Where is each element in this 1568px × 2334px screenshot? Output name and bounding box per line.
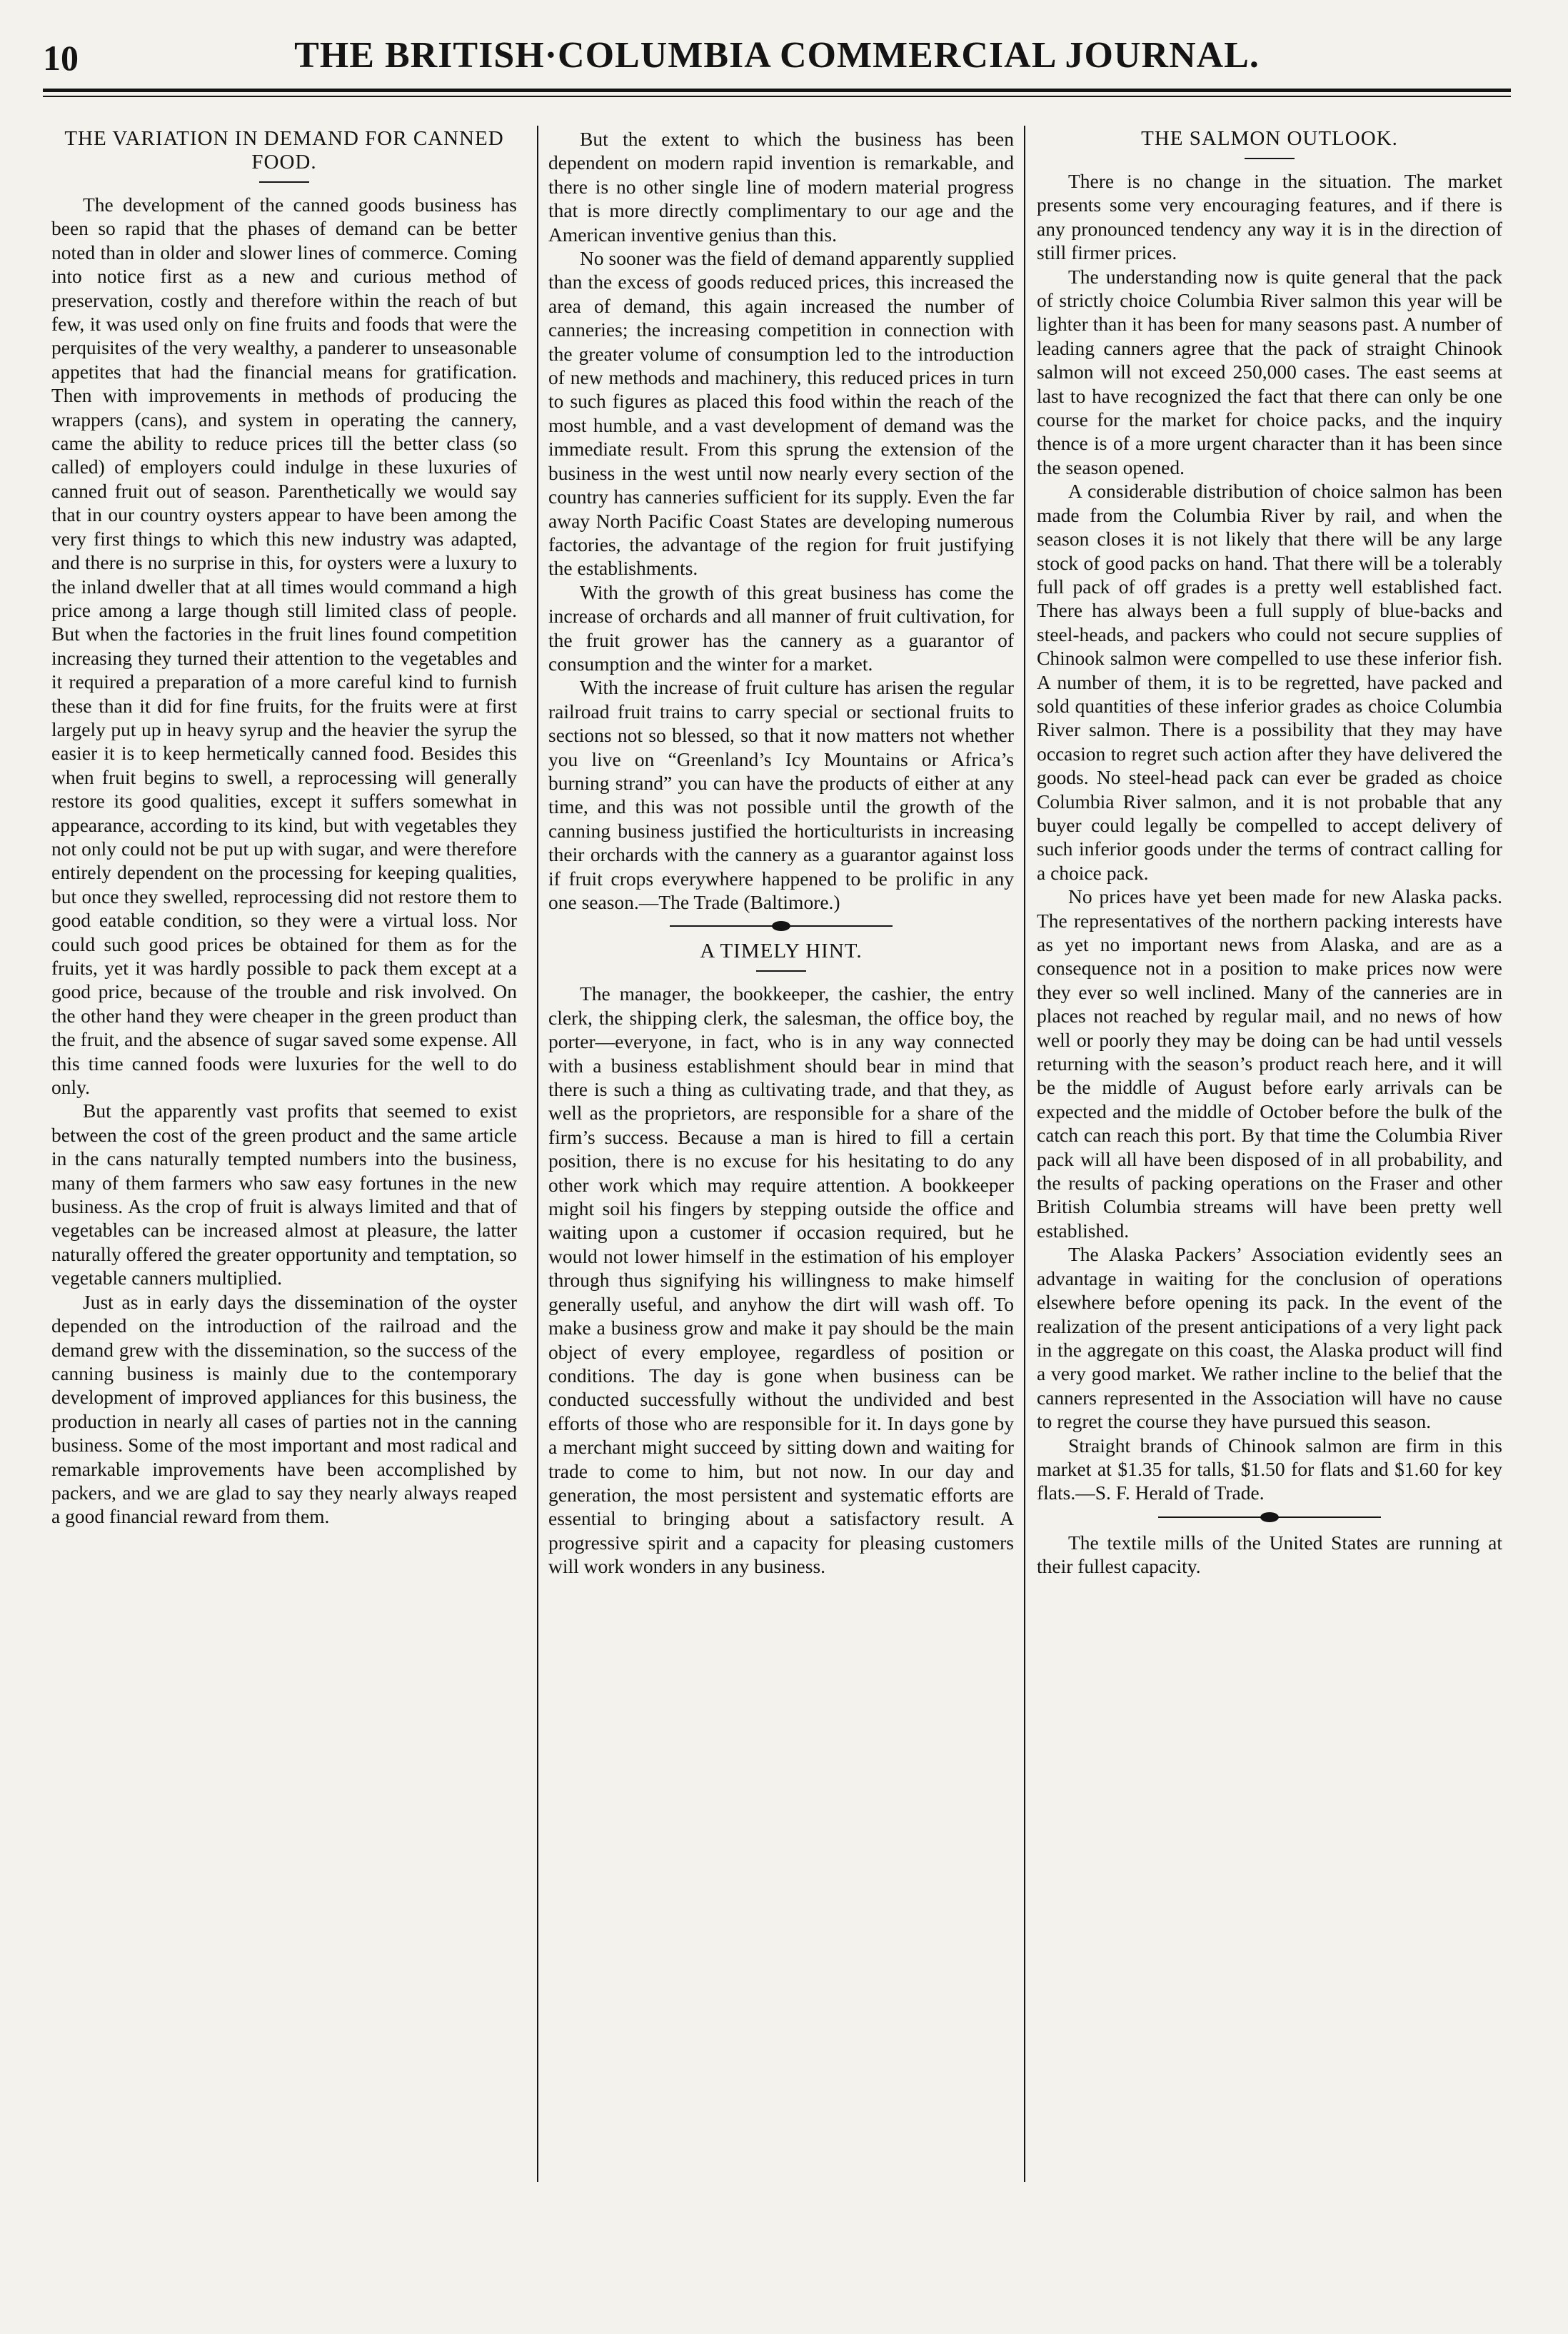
headline-rule	[1245, 158, 1295, 159]
article-separator	[548, 918, 1014, 934]
article-paragraph: Just as in early days the dissemination of the oyster depended on the introduction of the railroad and the demand grew with the dissemination, so the success of the canning business is mainly due to the contemporary development of improved appliances for this business, the production in nearly all cases of parties not in the canning business. Some of the most important and most radical and remarkable improvements have been accomplished by packers, and we are glad to say they nearly always reaped a good financial reward from them.	[51, 1290, 517, 1528]
article-paragraph: With the increase of fruit culture has arisen the regular railroad fruit trains to carry special or sectional fruits to sections not so blessed, so that it now matters not whether you live on “Greenland’s Icy Mountains or Africa’s burning strand” you can have the products of either at any time, and this was not possible until the growth of the canning business justified the horticulturists in increasing their orchards with the cannery as a guarantor against loss if fruit crops everywhere happened to be prolific in any one season.—The Trade (Baltimore.)	[548, 676, 1014, 913]
masthead	[43, 30, 1511, 87]
article-headline: A TIMELY HINT.	[700, 940, 863, 963]
article-paragraph: The understanding now is quite general that the pack of strictly choice Columbia River salmon this year will be lighter than it has been for many seasons past. A number of leading canners agree that the pack of straight Chinook salmon will not exceed 250,000 cases. The east seems at last to have recognized the fact that there can only be one course for the market for choice packs, and the inquiry thence is of a more urgent character than it has been since the season opened.	[1037, 265, 1502, 478]
article-separator	[1037, 1509, 1502, 1525]
column-3	[1037, 127, 1502, 2233]
article-paragraph: With the growth of this great business has come the increase of orchards and all manner of fruit cultivation, for the fruit grower has the cannery as a guarantor of consumption and the winter for a market.	[548, 580, 1014, 675]
headline-rule	[756, 970, 806, 972]
article-paragraph: But the extent to which the business has been dependent on modern rapid invention is remarkable, and there is no other single line of modern material progress that is more directly complimentary to our age and the American inventive genius than this.	[548, 128, 1014, 246]
headline-rule	[259, 181, 309, 183]
article-paragraph: There is no change in the situation. The market presents some very encouraging features, and if there is any pronounced tendency any way it is in the direction of still firmer prices.	[1037, 170, 1502, 264]
article-paragraph: The manager, the bookkeeper, the cashier, the entry clerk, the shipping clerk, the salesman, the office boy, the porter—everyone, in fact, who is in any way connected with a business establishment should bear in mind that there is such a thing as cultivating trade, and that they, as well as the proprietors, are responsible for a share of the firm’s success. Because a man is hired to fill a certain position, there is no excuse for his hesitating to do any other work which may require attention. A bookkeeper might soil his fingers by stepping outside the office and waiting upon a customer if occasion required, but he would not lower himself in the estimation of his employer through thus signifying his willingness to make himself generally useful, and anyhow the dirt will wash off. To make a business grow and make it pay should be the main object of every employee, regardless of position or conditions. The day is gone when business can be conducted successfully without the undivided and best efforts of those who are responsible for it. In days gone by a merchant might succeed by sitting down and waiting for trade to come to him, but not now. In our day and generation, the most persistent and systematic efforts are essential to bringing about a satisfactory result. A progressive spirit and a capacity for pleasing customers will work wonders in any business.	[548, 982, 1014, 1578]
article-headline: THE VARIATION IN DEMAND FOR CANNED FOOD.	[64, 127, 504, 173]
masthead-rule	[43, 89, 1511, 92]
article-paragraph: But the apparently vast profits that seemed to exist between the cost of the green product and the same article in the cans naturally tempted numbers into the business, many of them farmers who saw easy fortunes in the new business. As the crop of fruit is always limited and that of vegetables can be increased almost at pleasure, the latter naturally offered the greater opportunity and temptation, so vegetable canners multiplied.	[51, 1100, 517, 1289]
article-headline: THE SALMON OUTLOOK.	[1141, 127, 1398, 150]
column-divider	[1024, 126, 1025, 2182]
article-paragraph: A considerable distribution of choice salmon has been made from the Columbia River by rail, and when the season closes it is not likely that there will be any large stock of good packs on hand. That there will be a tolerably full pack of off grades is a pretty well established fact. There has always been a full supply of blue-backs and steel-heads, and packers who could not secure supplies of Chinook salmon were compelled to use these inferior fish. A number of them, it is to be regretted, have packed and sold quantities of these inferior grades as choice Columbia River salmon. There is a possibility that they may have occasion to regret such action after they have delivered the goods. No steel-head pack can ever be graded as choice Columbia River salmon, and it is not probable that any buyer could legally be compelled to accept delivery of such inferior goods under the terms of contract calling for a choice pack.	[1037, 480, 1502, 884]
article-paragraph: No sooner was the field of demand apparently supplied than the excess of goods reduced prices, this increased the area of demand, this again increased the number of canneries; the increasing competition in connection with the greater volume of consumption led to the introduction of new methods and machinery, this reduced prices in turn to such figures as placed this food within the reach of the most humble, and a vast development of demand was the immediate result. From this sprung the extension of the business in the west until now nearly every section of the country has canneries sufficient for its supply. Even the far away North Pacific Coast States are developing numerous factories, the advantage of the region for fruit justifying the establishments.	[548, 247, 1014, 580]
column-divider	[537, 126, 538, 2182]
article-paragraph: The textile mills of the United States are running at their fullest capacity.	[1037, 1531, 1502, 1578]
article-paragraph: No prices have yet been made for new Alaska packs. The representatives of the northern packing interests have as yet no important news from Alaska, and are as a consequence not in a position to make prices now were they ever so well inclined. Many of the canneries are in places not reached by regular mail, and no news of how well or poorly they may be doing can be had until vessels returning with the season’s product reach here, and it will be the middle of August before early arrivals can be expected and the middle of October before the bulk of the catch can reach this port. By that time the Columbia River pack will all have been disposed of in all probability, and the results of packing operations on the Fraser and other British Columbia streams will have been pretty well established.	[1037, 885, 1502, 1242]
page-number: 10	[43, 38, 79, 78]
journal-title: THE BRITISH·COLUMBIA COMMERCIAL JOURNAL.	[294, 35, 1260, 76]
article-paragraph: The Alaska Packers’ Association evidently sees an advantage in waiting for the conclusion of operations elsewhere before opening its pack. In the event of the realization of the present anticipations of a very light pack in the aggregate on this coast, the Alaska product will find a very good market. We rather incline to the belief that the canners represented in the Association will have no cause to regret the course they have pursued this season.	[1037, 1243, 1502, 1433]
article-paragraph: The development of the canned goods business has been so rapid that the phases of demand can be better noted than in older and slower lines of commerce. Coming into notice first as a new and curious method of preservation, costly and therefore within the reach of but few, it was used only on fine fruits and foods that were the perquisites of the very wealthy, a panderer to unseasonable appetites that had the financial means for gratification. Then with improvements in methods of producing the wrappers (cans), and system in operating the cannery, came the ability to reduce prices till the better class (so called) of employers could indulge in these luxuries of canned fruit out of season. Parenthetically we would say that in our country oysters appear to have been among the very first things to which this new industry was adapted, and there is no surprise in this, for oysters were a luxury to the inland dweller that at all times would command a high price among a large though still limited class of people. But when the factories in the fruit lines found competition increasing they turned their attention to the vegetables and it required a preparation of a more careful kind to furnish these than it did for fine fruits, for the fruits were at first largely put up in heavy syrup and the heavier the syrup the easier it is to keep hermetically canned food. Besides this when fruit begins to swell, a reprocessing will generally restore its good qualities, except it suffers somewhat in appearance, according to its kind, but with vegetables they not only could not be put up with sugar, and were therefore entirely dependent on the processing for keeping qualities, but once they swelled, reprocessing did not restore them to good eatable condition, so they were a virtual loss. Nor could such good prices be obtained for them as for the fruits, yet it was hardly possible to pack them except at a good price, because of the trouble and risk involved. On the other hand they were cheaper in the green product than the fruit, and the absence of sugar saved some expense. All this time canned foods were luxuries for the well to do only.	[51, 193, 517, 1099]
column-2	[548, 127, 1014, 2233]
column-1	[51, 127, 517, 2233]
article-paragraph: Straight brands of Chinook salmon are firm in this market at $1.35 for talls, $1.50 for flats and $1.60 for key flats.—S. F. Herald of Trade.	[1037, 1434, 1502, 1504]
masthead-rule-thin	[43, 96, 1511, 97]
